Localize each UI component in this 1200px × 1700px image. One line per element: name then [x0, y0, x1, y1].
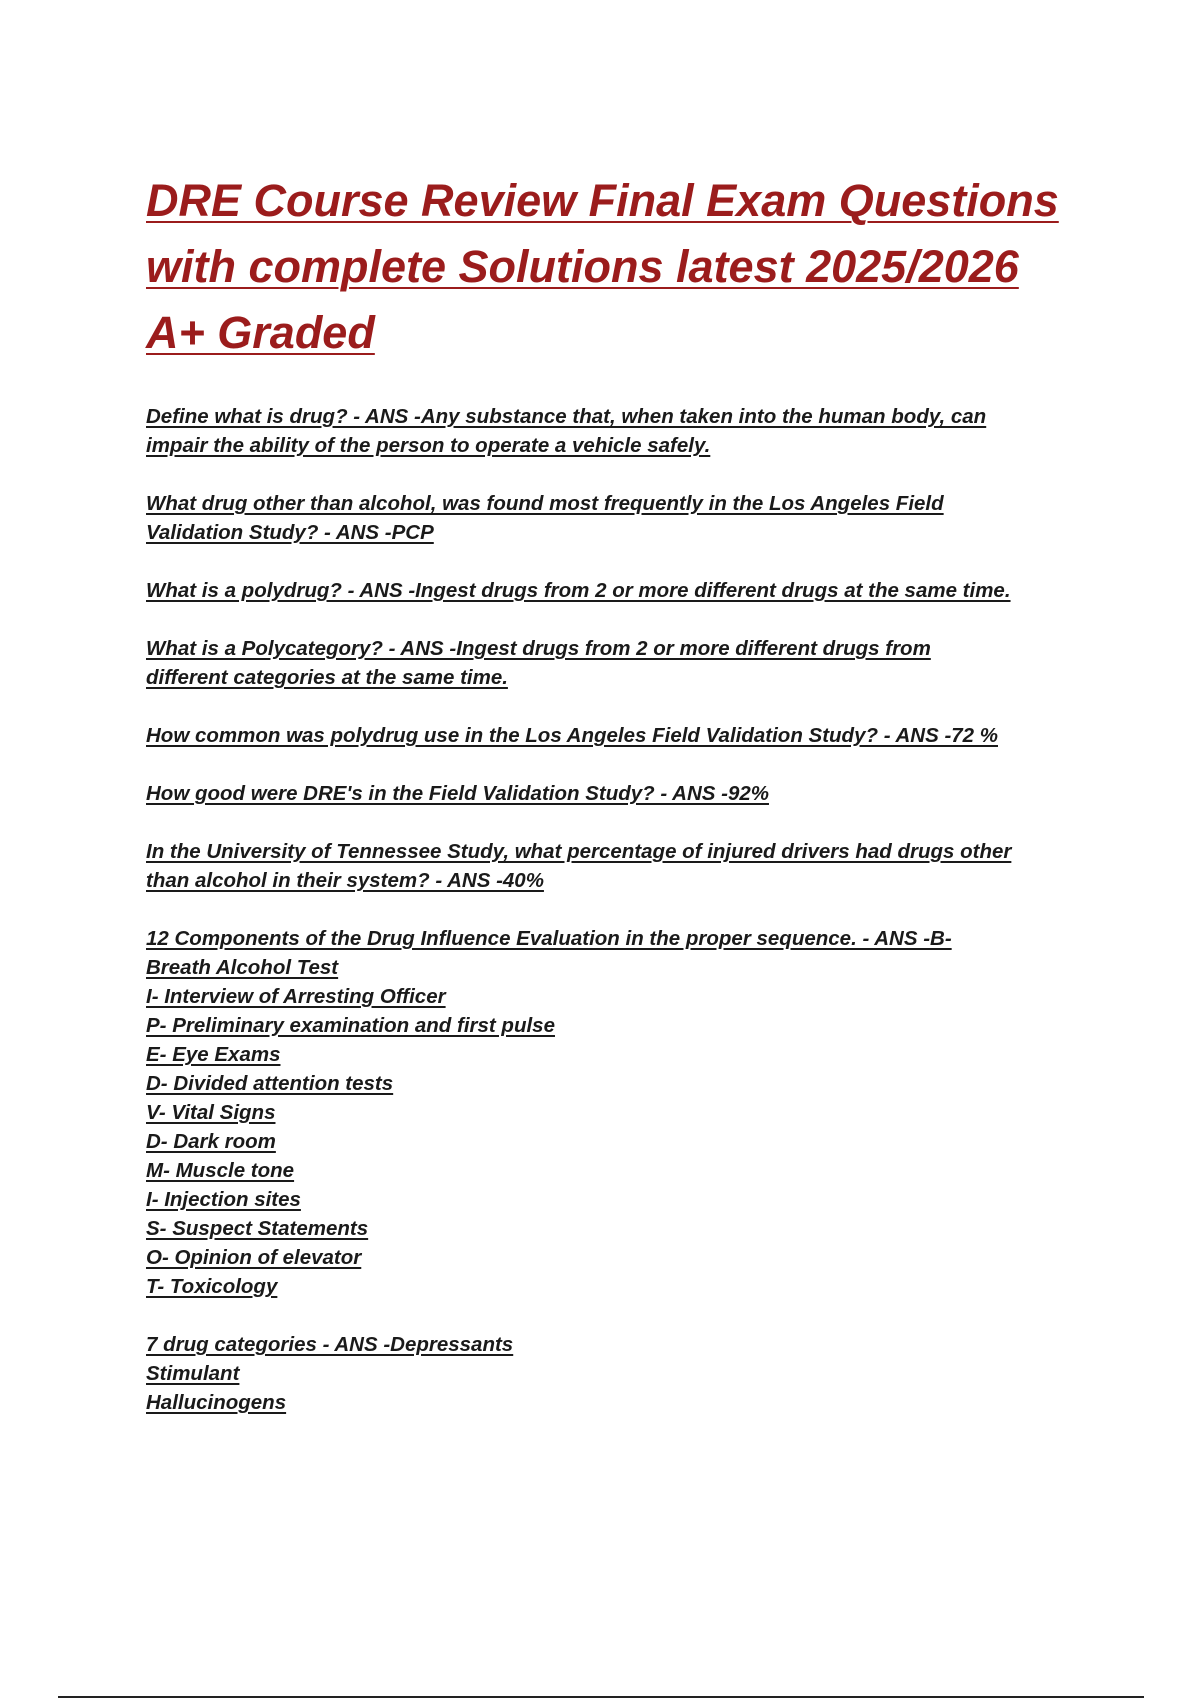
qa-line: What is a polydrug? - ANS -Ingest drugs from 2 or more different drugs at the same time. — [146, 579, 1011, 602]
qa-line: What drug other than alcohol, was found most frequently in the Los Angeles Field — [146, 492, 944, 515]
qa-line: P- Preliminary examination and first pulse — [146, 1014, 555, 1037]
title-line: with complete Solutions latest 2025/2026 — [146, 241, 1019, 292]
qa-line: O- Opinion of elevator — [146, 1246, 362, 1269]
qa-list — [146, 402, 1096, 1446]
qa-line: How common was polydrug use in the Los Angeles Field Validation Study? - ANS -72 % — [146, 724, 998, 747]
qa-item — [146, 779, 1096, 808]
qa-line: I- Interview of Arresting Officer — [146, 985, 446, 1008]
qa-line: impair the ability of the person to operate a vehicle safely. — [146, 434, 711, 457]
qa-item — [146, 634, 1096, 692]
qa-line: Hallucinogens — [146, 1391, 287, 1414]
qa-line: than alcohol in their system? - ANS -40% — [146, 869, 544, 892]
qa-line: Define what is drug? - ANS -Any substance that, when taken into the human body, can — [146, 405, 987, 428]
qa-line: What is a Polycategory? - ANS -Ingest drugs from 2 or more different drugs from — [146, 637, 931, 660]
qa-line: D- Dark room — [146, 1130, 276, 1153]
qa-line: 12 Components of the Drug Influence Evaluation in the proper sequence. - ANS -B- — [146, 927, 952, 950]
document-title — [146, 168, 1096, 366]
qa-item — [146, 924, 1096, 1301]
qa-line: How good were DRE's in the Field Validation Study? - ANS -92% — [146, 782, 769, 805]
qa-item — [146, 402, 1096, 460]
qa-item — [146, 489, 1096, 547]
footer-divider — [58, 1696, 1144, 1698]
qa-item — [146, 721, 1096, 750]
qa-item — [146, 1330, 1096, 1417]
qa-line: different categories at the same time. — [146, 666, 508, 689]
qa-line: 7 drug categories - ANS -Depressants — [146, 1333, 514, 1356]
qa-line: Validation Study? - ANS -PCP — [146, 521, 434, 544]
title-line: DRE Course Review Final Exam Questions — [146, 175, 1059, 226]
qa-item — [146, 576, 1096, 605]
qa-item — [146, 837, 1096, 895]
qa-line: S- Suspect Statements — [146, 1217, 369, 1240]
qa-line: V- Vital Signs — [146, 1101, 276, 1124]
qa-line: T- Toxicology — [146, 1275, 278, 1298]
title-line: A+ Graded — [146, 307, 375, 358]
qa-line: M- Muscle tone — [146, 1159, 295, 1182]
qa-line: D- Divided attention tests — [146, 1072, 394, 1095]
qa-line: E- Eye Exams — [146, 1043, 281, 1066]
qa-line: I- Injection sites — [146, 1188, 301, 1211]
qa-line: In the University of Tennessee Study, what percentage of injured drivers had drugs other — [146, 840, 1012, 863]
qa-line: Stimulant — [146, 1362, 240, 1385]
qa-line: Breath Alcohol Test — [146, 956, 339, 979]
